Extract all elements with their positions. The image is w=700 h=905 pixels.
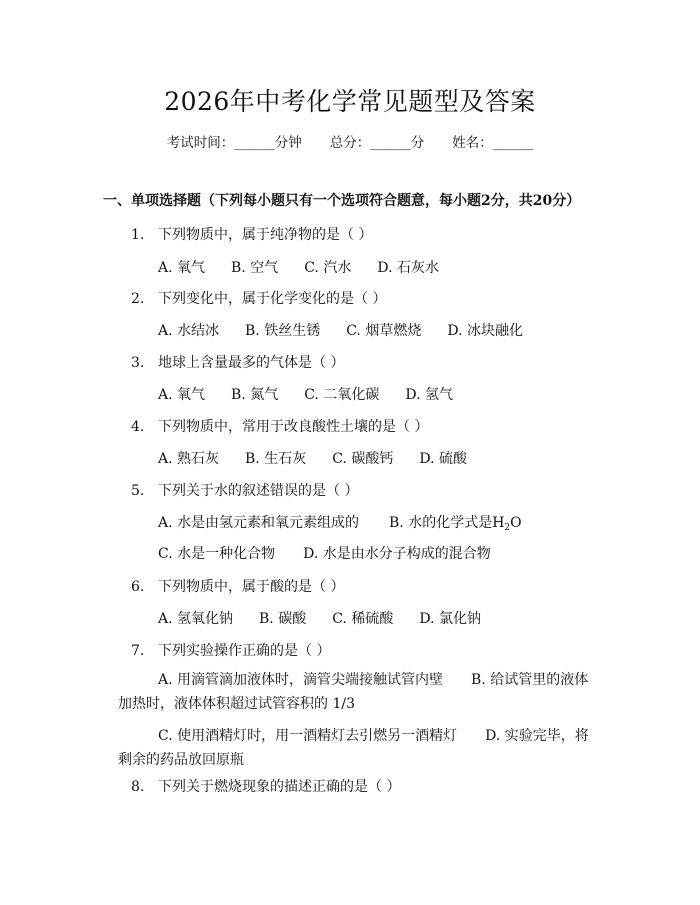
exam-time: 考试时间：______分钟 [166,135,302,151]
exam-info [0,131,700,151]
question-7-options-ab: A. 用滴管滴加液体时，滴管尖端接触试管内壁 B. 给试管里的液体加热时，液体体积超过试管容积的 1/3 [118,672,589,712]
question-number: 7. [131,643,145,659]
option-b: B. 空气 [231,260,279,276]
question-6 [131,576,344,596]
option-b-tail: O [510,515,522,531]
question-5 [131,480,358,500]
option-b: B. 氮气 [231,387,279,403]
option-c: C. 二氧化碳 [304,387,380,403]
option-a: A. 氧气 [158,387,206,403]
question-text: 下列物质中，常用于改良酸性土壤的是（ ） [158,419,429,435]
question-4 [131,416,428,436]
question-1-options [158,257,439,277]
option-a: A. 氢氧化钠 [158,611,234,627]
subscript-2: 2 [504,523,511,533]
question-7-options-cd: C. 使用酒精灯时，用一酒精灯去引燃另一酒精灯 D. 实验完毕，将剩余的药品放回原瓶 [118,728,589,768]
question-6-options [158,608,481,628]
option-c: C. 汽水 [304,260,352,276]
option-d: D. 氯化钠 [419,611,481,627]
question-3-options [158,384,453,404]
option-d: D. 氢气 [405,387,453,403]
question-text: 下列关于水的叙述错误的是（ ） [158,483,359,499]
question-5-options-row-2 [158,543,491,563]
question-1 [131,224,372,244]
question-text: 下列实验操作正确的是（ ） [158,643,331,659]
question-text: 下列变化中，属于化学变化的是（ ） [158,291,387,307]
question-number: 4. [131,419,145,435]
question-5-options-row-1 [158,512,522,533]
option-b: B. 碳酸 [259,611,307,627]
option-a: A. 熟石灰 [158,451,220,467]
option-a: A. 水是由氢元素和氧元素组成的 [158,515,360,531]
option-b-text: B. 水的化学式是H [389,515,505,531]
question-text: 下列关于燃烧现象的描述正确的是（ ） [158,779,401,795]
option-c: C. 碳酸钙 [332,451,394,467]
student-name: 姓名：______ [452,135,534,151]
option-c: C. 烟草燃烧 [346,323,422,339]
question-4-options [158,448,467,468]
page-title: 2026年中考化学常见题型及答案 [164,87,536,116]
option-a: A. 水结冰 [158,323,220,339]
question-number: 3. [131,355,145,371]
option-b: B. 生石灰 [245,451,307,467]
option-a: A. 氧气 [158,260,206,276]
question-text: 地球上含量最多的气体是（ ） [158,355,345,371]
exam-total-score: 总分：______分 [329,135,425,151]
question-text: 下列物质中，属于酸的是（ ） [158,579,345,595]
option-d: D. 冰块融化 [447,323,523,339]
question-7 [131,640,330,660]
question-number: 8. [131,779,145,795]
question-number: 6. [131,579,145,595]
option-d: D. 水是由水分子构成的混合物 [303,546,491,562]
question-number: 5. [131,483,145,499]
question-number: 2. [131,291,145,307]
question-3 [131,352,344,372]
option-b: B. 铁丝生锈 [245,323,321,339]
option-d: D. 硫酸 [419,451,467,467]
section-title: 一、单项选择题（下列每小题只有一个选项符合题意，每小题2分，共20分） [103,193,581,209]
question-2-options [158,320,523,340]
question-number: 1. [131,227,145,243]
question-2 [131,288,386,308]
option-b [389,512,522,533]
option-c: C. 水是一种化合物 [158,546,276,562]
option-d: D. 石灰水 [377,260,439,276]
question-8 [131,776,400,796]
question-text: 下列物质中，属于纯净物的是（ ） [158,227,373,243]
option-c: C. 稀硫酸 [332,611,394,627]
